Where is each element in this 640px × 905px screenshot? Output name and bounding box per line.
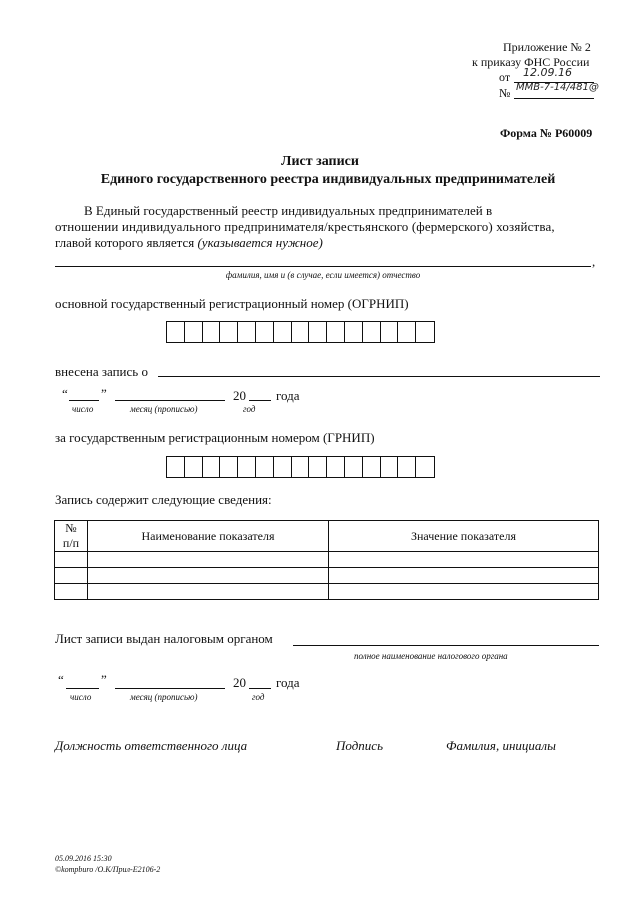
intro-line-3-hint: (указывается нужное) [197, 235, 323, 250]
issued-day-line[interactable] [66, 688, 99, 689]
grnip-cell [238, 457, 256, 477]
ogrnip-cell [363, 322, 381, 342]
grnip-cell [363, 457, 381, 477]
grnip-label: за государственным регистрационным номером (ГРНИП) [55, 430, 375, 445]
ogrnip-cell [416, 322, 434, 342]
entry-month-line[interactable] [115, 400, 225, 401]
document-title: Лист записи [281, 154, 359, 169]
order-label: к приказу ФНС России [472, 55, 590, 69]
ogrnip-cell [327, 322, 345, 342]
entry-year-caption: год [243, 404, 256, 414]
issued-year-line[interactable] [249, 688, 271, 689]
issued-month-line[interactable] [115, 688, 225, 689]
appendix-label: Приложение № 2 [503, 40, 591, 54]
grnip-cell [185, 457, 203, 477]
table-row[interactable] [55, 584, 599, 600]
issued-quote-close: ” [101, 672, 107, 687]
issued-authority-line[interactable] [293, 645, 599, 646]
issued-year-prefix: 20 [233, 675, 246, 690]
entry-year-suffix: года [276, 388, 300, 403]
col-num-line-1: № [65, 521, 77, 535]
ogrnip-cell [185, 322, 203, 342]
footer-timestamp: 05.09.2016 15:30 [55, 854, 112, 863]
grnip-cell [345, 457, 363, 477]
table-row[interactable] [55, 568, 599, 584]
grnip-cell [309, 457, 327, 477]
ogrnip-label: основной государственный регистрационный номер (ОГРНИП) [55, 296, 409, 311]
ogrnip-cell [381, 322, 399, 342]
col-num-header [55, 521, 88, 552]
order-number-line [514, 98, 594, 99]
entry-year-prefix: 20 [233, 388, 246, 403]
ogrnip-cell [167, 322, 185, 342]
entry-day-line[interactable] [69, 400, 99, 401]
document-subtitle: Единого государственного реестра индивидуальных предпринимателей [100, 172, 556, 187]
grnip-cell [167, 457, 185, 477]
col-name-header: Наименование показателя [88, 521, 329, 552]
footer-file [55, 865, 160, 874]
issued-label: Лист записи выдан налоговым органом [55, 631, 273, 646]
grnip-cell [416, 457, 434, 477]
entry-quote-close: ” [101, 386, 107, 401]
footer-file-path: kompburo /О.К/Прил-Е2106-2 [61, 865, 161, 874]
intro-line-1: В Единый государственный реестр индивидуальных предпринимателей в [84, 203, 493, 218]
name-line-comma: , [592, 254, 596, 269]
intro-line-3-text: главой которого является [55, 235, 195, 250]
intro-line-3 [55, 235, 323, 251]
ogrnip-cell [238, 322, 256, 342]
ogrnip-cell [309, 322, 327, 342]
ogrnip-cell [274, 322, 292, 342]
table-intro: Запись содержит следующие сведения: [55, 492, 272, 507]
records-table [54, 520, 599, 600]
issued-day-caption: число [70, 692, 92, 702]
ogrnip-cell [398, 322, 416, 342]
file-icon: © [55, 865, 62, 874]
ogrnip-cell [220, 322, 238, 342]
name-line[interactable] [55, 266, 591, 267]
fullname-label: Фамилия, инициалы [446, 738, 556, 753]
col-num-line-2: п/п [62, 536, 80, 550]
ogrnip-cell [345, 322, 363, 342]
entry-line[interactable] [158, 376, 600, 377]
issued-month-caption: месяц (прописью) [130, 692, 198, 702]
order-number-value: ММВ-7-14/481@ [516, 82, 599, 93]
signature-label: Подпись [336, 738, 383, 753]
grnip-cell [398, 457, 416, 477]
entry-year-line[interactable] [249, 400, 271, 401]
issued-authority-caption: полное наименование налогового органа [354, 651, 508, 661]
grnip-cell [203, 457, 221, 477]
grnip-cell [381, 457, 399, 477]
entry-month-caption: месяц (прописью) [130, 404, 198, 414]
entry-quote-open: “ [62, 386, 68, 401]
grnip-cells[interactable] [166, 456, 435, 478]
issued-year-caption: год [252, 692, 265, 702]
intro-line-2: отношении индивидуального предпринимателя/крестьянского (фермерского) хозяйства, [55, 219, 555, 234]
ogrnip-cell [256, 322, 274, 342]
order-date-value: 12.09.16 [523, 66, 572, 79]
grnip-cell [327, 457, 345, 477]
grnip-cell [292, 457, 310, 477]
position-label: Должность ответственного лица [55, 738, 248, 753]
ogrnip-cell [203, 322, 221, 342]
table-row[interactable] [55, 552, 599, 568]
order-date-prefix: от [499, 70, 511, 84]
issued-quote-open: “ [58, 672, 64, 687]
grnip-cell [256, 457, 274, 477]
ogrnip-cells[interactable] [166, 321, 435, 343]
entry-day-caption: число [72, 404, 94, 414]
name-caption: фамилия, имя и (в случае, если имеется) отчество [225, 270, 421, 280]
form-number: Форма № Р60009 [500, 126, 593, 140]
issued-year-suffix: года [276, 675, 300, 690]
col-value-header: Значение показателя [329, 521, 599, 552]
grnip-cell [220, 457, 238, 477]
order-number-prefix: № [499, 86, 511, 100]
ogrnip-cell [292, 322, 310, 342]
grnip-cell [274, 457, 292, 477]
entry-label: внесена запись о [55, 364, 148, 379]
